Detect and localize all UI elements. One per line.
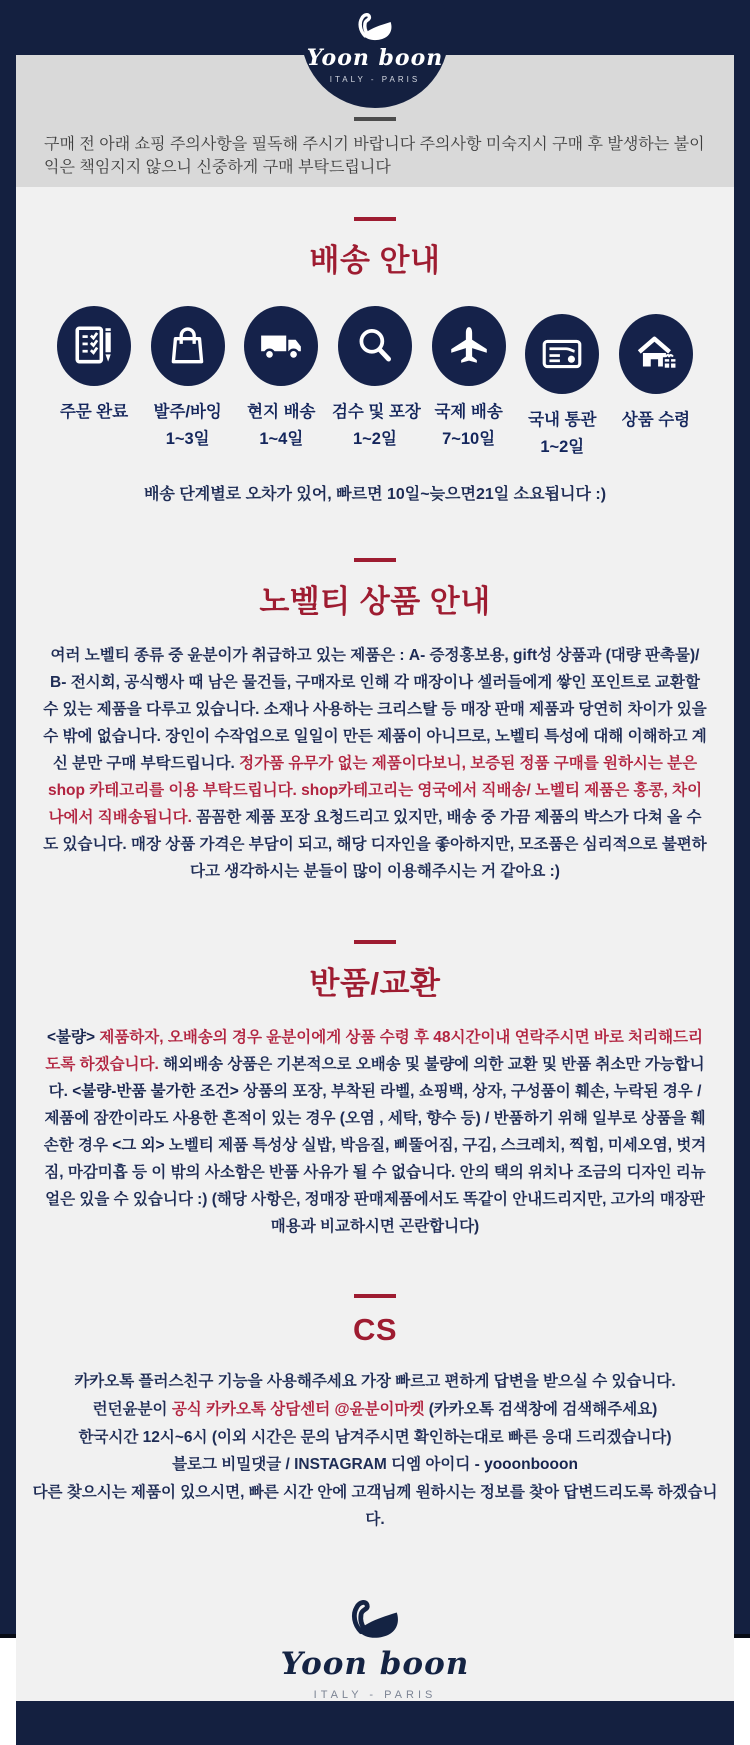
step-duration: 1~2일 bbox=[540, 438, 585, 456]
step-label: 주문 완료 bbox=[59, 403, 129, 421]
footer-brand-name: Yoon boon bbox=[280, 1645, 470, 1682]
step-duration: 1~2일 bbox=[353, 430, 397, 448]
footer-brand-subtitle: ITALY - PARIS bbox=[313, 1689, 437, 1702]
step-circle bbox=[338, 306, 412, 386]
section-divider bbox=[354, 558, 396, 562]
footer-brand bbox=[16, 1596, 734, 1701]
airplane-icon bbox=[446, 323, 492, 369]
returns-title: 반품/교환 bbox=[309, 965, 441, 1001]
cs-line bbox=[25, 1451, 725, 1479]
cs-line bbox=[25, 1424, 725, 1452]
shipping-note: 배송 단계별로 오차가 있어, 빠르면 10일~늦으면21일 소요됩니다 :) bbox=[143, 486, 607, 503]
order-checklist-icon bbox=[71, 323, 117, 369]
step-duration: 1~4일 bbox=[259, 430, 304, 448]
novelty-paragraph bbox=[42, 643, 708, 886]
step-circle bbox=[151, 306, 225, 386]
step-circle bbox=[619, 314, 693, 394]
text-segment: <불량-반품 불가한 조건> bbox=[72, 1082, 244, 1100]
step-label: 국내 통관 bbox=[528, 411, 597, 429]
step-label: 발주/바잉 bbox=[153, 403, 222, 421]
text-segment: 꼼꼼한 제품 포장 요청드리고 있지만, 배송 중 가끔 제품의 박스가 다쳐 올 수도 있습니다. 매장 상품 가격은 부담이 되고, 해당 디자인을 좋아하지만, 모조품은 심리적으로 불편하다고 생각하시는 분들이 많이 이용해주시는 거 같아요 :) bbox=[43, 808, 707, 880]
returns-section bbox=[16, 940, 734, 1241]
text-segment: 런던윤분이 bbox=[92, 1401, 172, 1419]
text-segment: <불량> bbox=[46, 1028, 100, 1046]
text-segment: 여러 노벨티 종류 중 윤분이가 취급하고 있는 제품은 : A- 증정홍보용, gift성 상품과 (대량 판촉물)/ B- 전시회, 공식행사 때 남은 물건들, 구매자로 인해 각 매장이나 셀러들에게 쌓인 포인트로 교환할 수 있는 제품을 다루고 있습니다. 소재나 사용하는 크리스탈 등 매장 판매 제품과 당연히 차이가 있을 수 밖에 없습니다. 장인이 수작업으로 일일이 만든 제품이 아니므로, 노벨티 특성에 대해 이해하고 계신 분만 구매 부탁드립니다. bbox=[43, 647, 707, 772]
customs-doc-icon bbox=[539, 331, 585, 377]
shipping-step bbox=[331, 306, 421, 449]
bottom-bar bbox=[16, 1701, 734, 1745]
purchase-notice-text: 구매 전 아래 쇼핑 주의사항을 필독해 주시기 바랍니다 주의사항 미숙지시 구매 후 발생하는 불이익은 책임지지 않으니 신중하게 구매 부탁드립니다 bbox=[44, 136, 705, 176]
shipping-steps bbox=[51, 306, 699, 457]
step-circle bbox=[57, 306, 131, 386]
text-segment: <그 외> bbox=[112, 1136, 169, 1154]
magnifier-icon bbox=[352, 323, 398, 369]
text-segment: 카카오톡 플러스친구 기능을 사용해주세요 가장 빠르고 편하게 답변을 받으실 수 있습니다. bbox=[74, 1373, 676, 1391]
section-divider bbox=[354, 117, 396, 121]
text-segment: 블로그 비밀댓글 / INSTAGRAM 디엠 아이디 - bbox=[172, 1456, 485, 1474]
step-label: 현지 배송 bbox=[247, 403, 316, 421]
step-label: 검수 및 포장 bbox=[331, 403, 421, 421]
cs-line bbox=[25, 1396, 725, 1424]
content-card bbox=[16, 55, 734, 1701]
step-duration: 7~10일 bbox=[442, 430, 496, 448]
section-divider bbox=[354, 940, 396, 944]
text-segment: yooonbooon bbox=[484, 1456, 578, 1474]
text-segment: 공식 카카오톡 상담센터 @윤분이마켓 bbox=[171, 1401, 425, 1419]
text-segment: 한국시간 12시~6시 (이외 시간은 문의 남겨주시면 확인하는대로 빠른 응대 드리겠습니다) bbox=[78, 1428, 672, 1446]
step-circle bbox=[244, 306, 318, 386]
delivery-truck-icon bbox=[258, 323, 304, 369]
swan-logo-icon bbox=[347, 1596, 403, 1643]
brand-name: Yoon boon bbox=[306, 45, 444, 71]
cs-line bbox=[25, 1479, 725, 1534]
novelty-title: 노벨티 상품 안내 bbox=[259, 584, 491, 619]
returns-paragraph bbox=[42, 1025, 708, 1241]
shipping-section bbox=[16, 217, 734, 504]
cs-title: CS bbox=[352, 1312, 398, 1348]
text-segment: 정가품 유무가 없는 제품이다보니, 보증된 정품 구매를 원하시는 분은 shop 카테고리를 이용 부탁드립니다. shop카테고리는 영국에서 직배송/ 노벨티 제품은 홍콩, 차이나에서 직배송됩니다. bbox=[47, 754, 703, 826]
shopping-bag-icon bbox=[165, 323, 211, 369]
shipping-step bbox=[51, 306, 137, 422]
text-segment: 해외배송 상품은 기본적으로 오배송 및 불량에 의한 교환 및 반품 취소만 가능합니다. bbox=[48, 1055, 705, 1100]
section-divider bbox=[354, 1294, 396, 1298]
brand-subtitle: ITALY - PARIS bbox=[329, 75, 421, 85]
header-brand bbox=[0, 10, 750, 84]
text-segment: 제품하자, 오배송의 경우 윤분이에게 상품 수령 후 48시간이내 연락주시면 바로 처리해드리도록 하겠습니다. bbox=[45, 1028, 703, 1073]
step-circle bbox=[525, 314, 599, 394]
step-label: 상품 수령 bbox=[621, 411, 691, 429]
cs-section bbox=[16, 1294, 734, 1533]
shipping-step bbox=[238, 306, 324, 449]
shipping-title: 배송 안내 bbox=[309, 243, 441, 278]
novelty-section bbox=[16, 558, 734, 886]
house-gift-icon bbox=[633, 331, 679, 377]
text-segment: 상품의 포장, 부착된 라벨, 쇼핑백, 상자, 구성품이 훼손, 누락된 경우 / 제품에 잠깐이라도 사용한 흔적이 있는 경우 (오염 , 세탁, 향수 등) / 반품하기 위해 일부로 상품을 훼손한 경우 bbox=[43, 1082, 706, 1154]
text-segment: 다른 찾으시는 제품이 있으시면, 빠른 시간 안에 고객님께 원하시는 정보를 찾아 답변드리도록 하겠습니다. bbox=[32, 1483, 718, 1529]
shipping-step bbox=[519, 314, 605, 457]
shipping-step bbox=[426, 306, 512, 449]
step-circle bbox=[432, 306, 506, 386]
section-divider bbox=[354, 217, 396, 221]
text-segment: 노벨티 제품 특성상 실밥, 박음질, 삐뚤어짐, 구김, 스크레치, 찍힘, 미세오염, 벗겨짐, 마감미흡 등 이 밖의 사소함은 반품 사유가 될 수 없습니다. 안의 택의 위치나 조금의 디자인 리뉴얼은 있을 수 있습니다 :) (해당 사항은, 정매장 판매제품에서도 똑같이 안내드리지만, 고가의 매장판매용과 비교하시면 곤란합니다) bbox=[44, 1136, 707, 1235]
cs-line bbox=[25, 1368, 725, 1396]
text-segment: (카카오톡 검색창에 검색해주세요) bbox=[424, 1401, 658, 1419]
swan-logo-icon bbox=[355, 10, 395, 44]
step-duration: 1~3일 bbox=[165, 430, 210, 448]
cs-lines bbox=[16, 1368, 734, 1533]
shipping-step bbox=[145, 306, 231, 449]
step-label: 국제 배송 bbox=[434, 403, 503, 421]
shipping-step bbox=[613, 314, 699, 430]
